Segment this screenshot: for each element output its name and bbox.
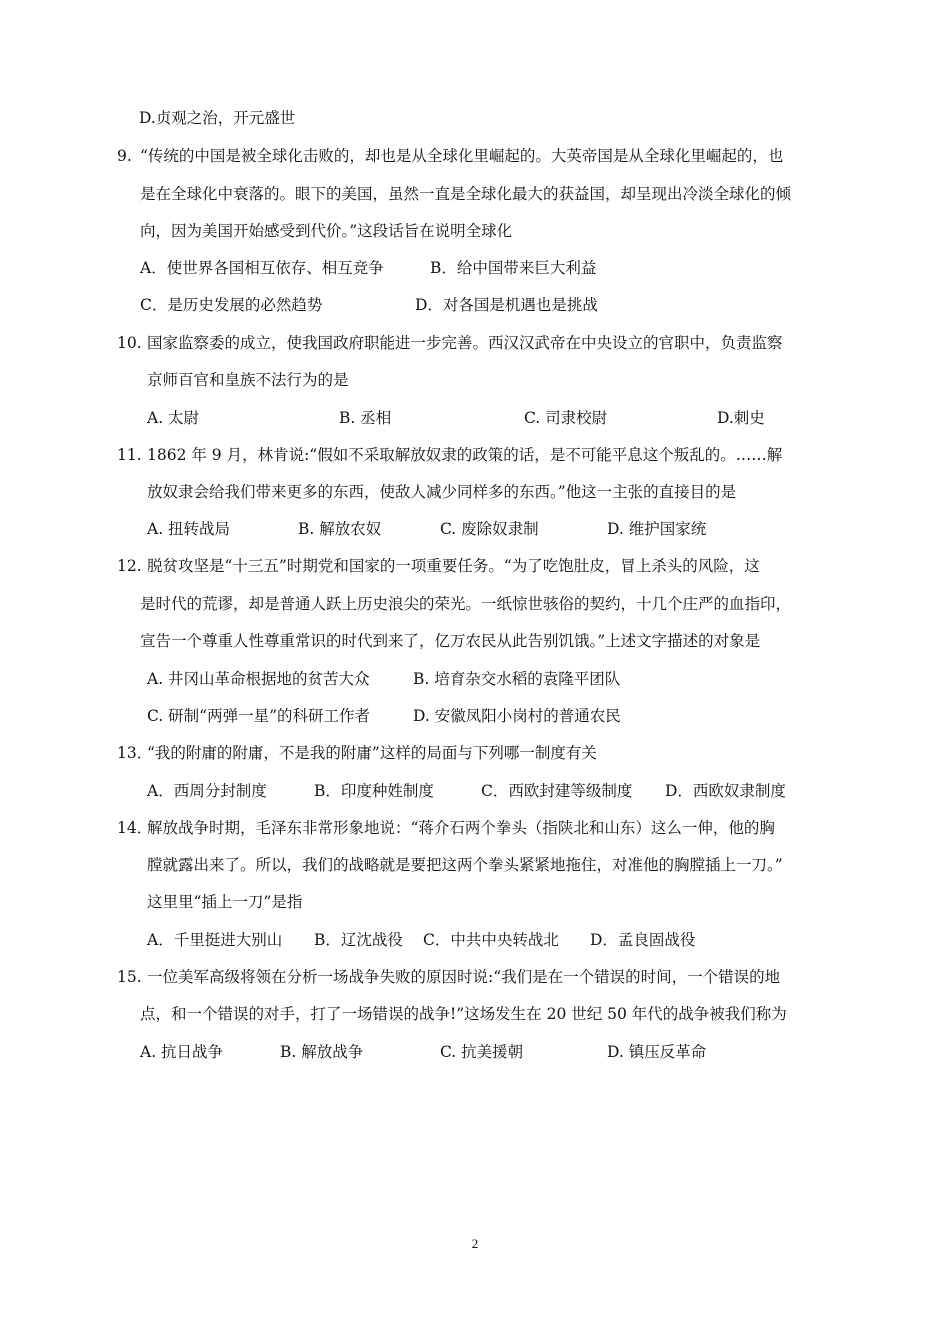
question-12-stem-line-2: 是时代的荒谬，却是普通人跃上历史浪尖的荣光。一纸惊世骇俗的契约，十几个庄严的血指印， (140, 595, 792, 613)
question-15-stem-line-2: 点，和一个错误的对手，打了一场错误的战争!”这场发生在 20 世纪 50 年代的战争被我们称为 (140, 1005, 787, 1023)
question-13-option-d: D．西欧奴隶制度 (665, 782, 786, 800)
question-15-option-b: B. 解放战争 (280, 1043, 364, 1061)
question-9-stem-line-3: 向，因为美国开始感受到代价。”这段话旨在说明全球化 (140, 222, 513, 240)
question-11-option-b: B. 解放农奴 (298, 520, 382, 538)
question-9-option-b: B．给中国带来巨大利益 (430, 259, 597, 277)
question-14-option-d: D．孟良固战役 (590, 931, 696, 949)
question-11-option-c: C. 废除奴隶制 (440, 520, 539, 538)
question-11-stem-line-2: 放奴隶会给我们带来更多的东西，使敌人减少同样多的东西。”他这一主张的直接目的是 (147, 483, 737, 501)
question-13-option-b: B．印度种姓制度 (314, 782, 434, 800)
question-9-stem-line-2: 是在全球化中衰落的。眼下的美国，虽然一直是全球化最大的获益国，却呈现出冷淡全球化的倾 (140, 185, 792, 203)
question-9-stem-line-1: “传统的中国是被全球化击败的，却也是从全球化里崛起的。大英帝国是从全球化里崛起的，也 (140, 147, 784, 165)
question-10-option-d: D.刺史 (717, 409, 765, 427)
question-9-option-d: D．对各国是机遇也是挑战 (415, 296, 598, 314)
question-13-stem-line-1: “我的附庸的附庸，不是我的附庸”这样的局面与下列哪一制度有关 (147, 744, 597, 762)
question-10-stem-line-2: 京师百官和皇族不法行为的是 (147, 371, 349, 389)
question-12-stem-line-3: 宣告一个尊重人性尊重常识的时代到来了，亿万农民从此告别饥饿。”上述文字描述的对象是 (140, 632, 761, 650)
question-14-option-c: C．中共中央转战北 (423, 931, 559, 949)
question-11-option-d: D. 维护国家统 (607, 520, 707, 538)
page-number: 2 (471, 1236, 479, 1251)
question-11-stem-line-1: 1862 年 9 月，林肯说:“假如不采取解放奴隶的政策的话，是不可能平息这个叛乱的。……解 (147, 446, 783, 464)
question-10-stem-line-1: 国家监察委的成立，使我国政府职能进一步完善。西汉汉武帝在中央设立的官职中，负责监察 (147, 334, 783, 352)
question-14-stem-line-2: 膛就露出来了。所以，我们的战略就是要把这两个拳头紧紧地拖住，对准他的胸膛插上一刀。” (147, 856, 783, 874)
question-10-number: 10. (117, 334, 142, 352)
question-15-option-c: C. 抗美援朝 (440, 1043, 524, 1061)
question-12-option-a: A. 井冈山革命根据地的贫苦大众 (147, 670, 370, 688)
q8-option-d: D.贞观之治，开元盛世 (139, 109, 296, 127)
question-15-option-a: A. 抗日战争 (140, 1043, 224, 1061)
question-15-option-d: D. 镇压反革命 (607, 1043, 707, 1061)
question-13-option-a: A．西周分封制度 (147, 782, 267, 800)
question-14-option-a: A．千里挺进大别山 (147, 931, 283, 949)
question-14-number: 14． (117, 819, 153, 837)
question-12-option-d: D. 安徽凤阳小岗村的普通农民 (413, 707, 621, 725)
question-9-option-a: A．使世界各国相互依存、相互竞争 (140, 259, 384, 277)
question-11-number: 11. (117, 446, 142, 464)
question-11-option-a: A. 扭转战局 (147, 520, 231, 538)
question-9-option-c: C．是历史发展的必然趋势 (140, 296, 323, 314)
question-12-option-b: B. 培育杂交水稻的袁隆平团队 (413, 670, 621, 688)
question-14-stem-line-3: 这里里“插上一刀”是指 (147, 893, 303, 911)
question-14-option-b: B．辽沈战役 (314, 931, 403, 949)
question-13-number: 13． (117, 744, 153, 762)
question-15-stem-line-1: 一位美军高级将领在分析一场战争失败的原因时说:“我们是在一个错误的时间，一个错误的地 (147, 968, 781, 986)
question-12-option-c: C. 研制“两弹一星”的科研工作者 (147, 707, 371, 725)
question-10-option-b: B. 丞相 (339, 409, 392, 427)
question-10-option-a: A. 太尉 (147, 409, 200, 427)
question-13-option-c: C．西欧封建等级制度 (481, 782, 633, 800)
question-15-number: 15. (117, 968, 142, 986)
question-12-stem-line-1: 脱贫攻坚是“十三五”时期党和国家的一项重要任务。“为了吃饱肚皮，冒上杀头的风险，这 (147, 557, 760, 575)
question-12-number: 12. (117, 557, 142, 575)
question-10-option-c: C. 司隶校尉 (524, 409, 608, 427)
question-9-number: 9. (117, 147, 132, 165)
question-14-stem-line-1: 解放战争时期，毛泽东非常形象地说：“蒋介石两个拳头（指陕北和山东）这么一伸，他的胸 (147, 819, 775, 837)
